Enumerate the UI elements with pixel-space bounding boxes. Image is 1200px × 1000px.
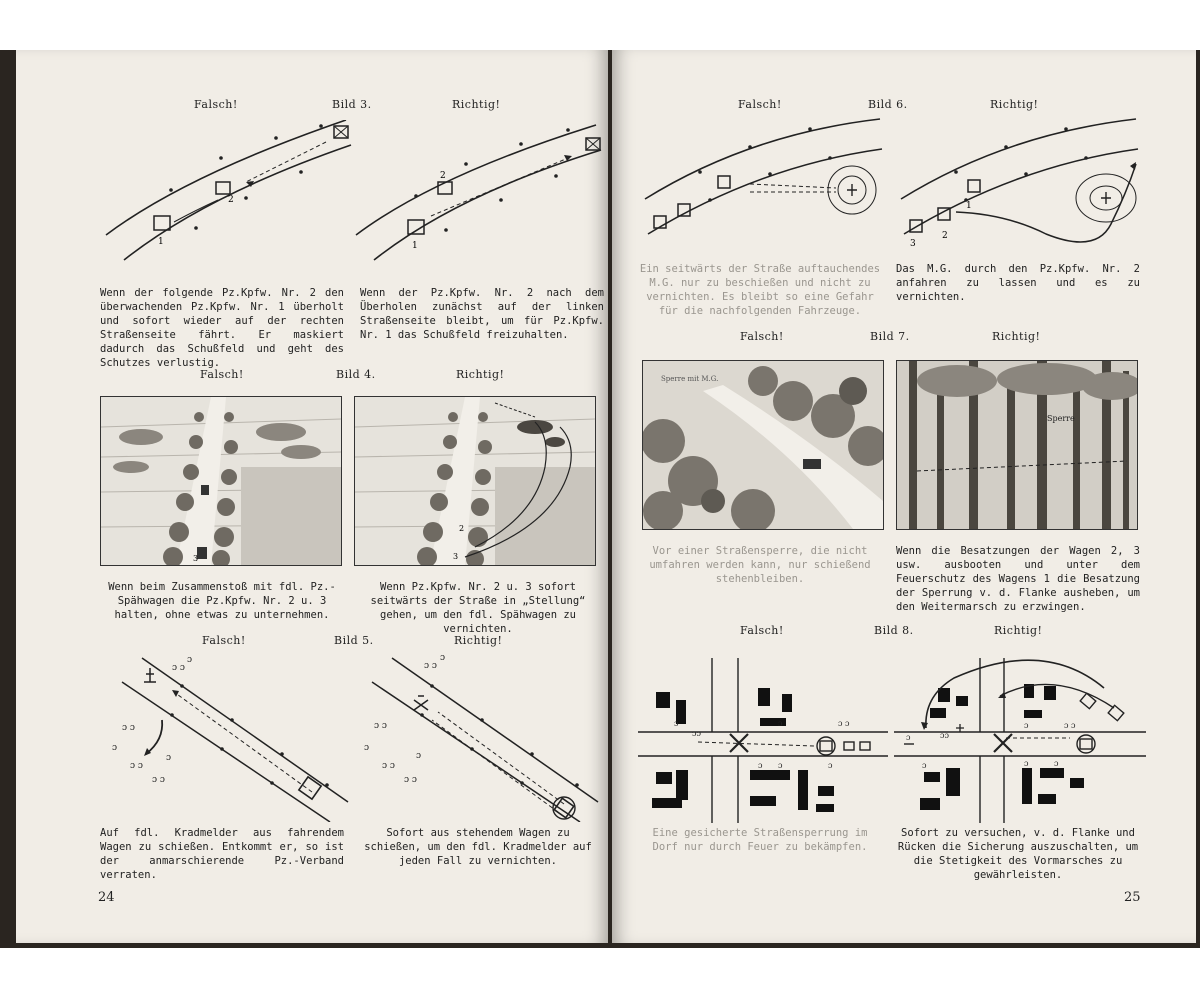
bild5-caption-richtig: Sofort aus stehendem Wagen zu schießen, um den fdl. Kradmelder auf jeden Fall zu vernichten. bbox=[364, 827, 592, 867]
svg-text:ɔ ɔ: ɔ ɔ bbox=[122, 723, 135, 733]
roadblock-x-icon bbox=[994, 734, 1012, 752]
svg-text:ɔ: ɔ bbox=[112, 743, 118, 753]
svg-text:ɔ: ɔ bbox=[778, 719, 783, 728]
bild6-richtig-diagram bbox=[896, 114, 1146, 254]
svg-text:ɔ: ɔ bbox=[906, 733, 911, 742]
svg-text:ɔ: ɔ bbox=[166, 753, 172, 763]
num-3: 3 bbox=[910, 239, 916, 249]
page-24 bbox=[16, 50, 608, 943]
roadblock-x-icon bbox=[730, 734, 748, 752]
bild6-falsch-diagram bbox=[640, 114, 890, 254]
bild3-caption-falsch: Wenn der folgende Pz.Kpfw. Nr. 2 den überwachenden Pz.Kpfw. Nr. 1 überholt und sofort wieder auf der rechten Straßenseite fährt. Er maskiert dadurch das Schußfeld und geht des Schutzes verlustig. bbox=[100, 287, 344, 369]
tank-1-icon bbox=[154, 216, 170, 230]
svg-text:ɔ ɔ: ɔ ɔ bbox=[152, 775, 165, 785]
bild3-richtig-label: Richtig! bbox=[452, 98, 501, 111]
bild8-title: Bild 8. bbox=[874, 624, 914, 637]
svg-text:ɔ ɔ: ɔ ɔ bbox=[1064, 721, 1076, 730]
destroyed-messenger-icon bbox=[414, 696, 428, 710]
svg-text:ɔ: ɔ bbox=[1054, 759, 1059, 768]
tank-icon bbox=[844, 742, 854, 750]
sperre-label: Sperre bbox=[1047, 414, 1075, 423]
bild3-caption-richtig: Wenn der Pz.Kpfw. Nr. 2 nach dem Überholen zunächst auf der linken Straßenseite bleibt, um für Pz.Kpfw. Nr. 1 das Schußfeld freizuhalten. bbox=[360, 287, 604, 341]
bild3-falsch-label: Falsch! bbox=[194, 98, 238, 111]
bild6-falsch-label: Falsch! bbox=[738, 98, 782, 111]
svg-text:ɔ ɔ: ɔ ɔ bbox=[404, 775, 417, 785]
bild3-falsch-diagram bbox=[96, 120, 356, 270]
tank-icon bbox=[1108, 705, 1124, 720]
svg-text:ɔ: ɔ bbox=[187, 655, 193, 665]
svg-text:ɔ ɔ: ɔ ɔ bbox=[130, 761, 143, 771]
bild6-caption-richtig: Das M.G. durch den Pz.Kpfw. Nr. 2 anfahren zu lassen und es zu vernichten. bbox=[896, 263, 1140, 303]
num-2: 2 bbox=[228, 195, 234, 205]
bild7-richtig-label: Richtig! bbox=[992, 330, 1041, 343]
num-1: 1 bbox=[158, 237, 164, 247]
tank-icon bbox=[803, 459, 821, 469]
svg-text:ɔ ɔ: ɔ ɔ bbox=[424, 661, 437, 671]
tank-2-icon bbox=[438, 182, 452, 194]
bild4-caption-richtig: Wenn Pz.Kpfw. Nr. 2 u. 3 sofort seitwärts der Straße in „Stellung“ gehen, um den fdl. Spähwagen zu vernichten. bbox=[370, 581, 586, 635]
svg-text:ɔ: ɔ bbox=[416, 751, 422, 761]
bild4-title: Bild 4. bbox=[336, 368, 376, 381]
svg-text:ɔ: ɔ bbox=[1024, 721, 1029, 730]
bild7-richtig-sketch bbox=[896, 360, 1138, 530]
bild8-richtig-diagram bbox=[894, 648, 1146, 826]
bild7-falsch-sketch bbox=[642, 360, 884, 530]
bild7-title: Bild 7. bbox=[870, 330, 910, 343]
svg-text:ɔ: ɔ bbox=[922, 761, 927, 770]
bild6-richtig-label: Richtig! bbox=[990, 98, 1039, 111]
num-1: 1 bbox=[966, 201, 972, 211]
svg-text:ɔ ɔ: ɔ ɔ bbox=[382, 761, 395, 771]
bild8-caption-falsch: Eine gesicherte Straßensperrung im Dorf nur durch Feuer zu bekämpfen. bbox=[652, 827, 868, 853]
machine-gun-icon bbox=[847, 184, 857, 196]
svg-text:ɔ: ɔ bbox=[828, 761, 833, 770]
bild4-falsch-sketch bbox=[100, 396, 342, 566]
num-2: 2 bbox=[459, 524, 465, 533]
page-number-24: 24 bbox=[98, 890, 115, 905]
bild4-richtig-label: Richtig! bbox=[456, 368, 505, 381]
svg-text:ɔ ɔ: ɔ ɔ bbox=[172, 663, 185, 673]
motorcycle-messenger-icon bbox=[144, 668, 156, 682]
bild8-falsch-label: Falsch! bbox=[740, 624, 784, 637]
bild7-caption-falsch: Vor einer Straßensperre, die nicht umfahren werden kann, nur schießend stehenbleiben. bbox=[649, 545, 871, 585]
bild8-caption-richtig: Sofort zu versuchen, v. d. Flanke und Rücken die Sicherung auszuschalten, um die Stetigkeit des Vormarsches zu gewährleisten. bbox=[897, 827, 1139, 881]
bild4-caption-falsch: Wenn beim Zusammenstoß mit fdl. Pz.-Spähwagen die Pz.Kpfw. Nr. 2 u. 3 halten, ohne etwas zu unternehmen. bbox=[108, 581, 336, 621]
bild5-title: Bild 5. bbox=[334, 634, 374, 647]
bild7-caption-richtig: Wenn die Besatzungen der Wagen 2, 3 usw. ausbooten und unter dem Feuerschutz des Wagens 1 die Besatzung der Sperrung v. d. Flanke ausheben, um den Weitermarsch zu erzwingen. bbox=[896, 545, 1140, 613]
bild8-falsch-diagram bbox=[638, 648, 888, 826]
svg-text:ɔ: ɔ bbox=[364, 743, 370, 753]
tank-icon bbox=[718, 176, 730, 188]
bild7-falsch-label: Falsch! bbox=[740, 330, 784, 343]
tank-icon bbox=[1080, 739, 1092, 749]
svg-text:ɔ: ɔ bbox=[440, 653, 446, 663]
svg-text:ɔɔ: ɔɔ bbox=[692, 729, 701, 738]
bild5-falsch-label: Falsch! bbox=[202, 634, 246, 647]
page-number-25: 25 bbox=[1124, 890, 1141, 905]
svg-text:ɔ: ɔ bbox=[674, 719, 679, 728]
num-1: 1 bbox=[412, 241, 418, 251]
num-3: 3 bbox=[193, 554, 199, 563]
svg-text:ɔɔ: ɔɔ bbox=[940, 731, 949, 740]
num-2: 2 bbox=[942, 231, 948, 241]
bild6-caption-falsch: Ein seitwärts der Straße auftauchendes M.G. nur zu beschießen und nicht zu vernichten. Es bleibt so eine Gefahr für die nachfolgenden Fahrzeuge. bbox=[639, 263, 881, 317]
svg-text:ɔ ɔ: ɔ ɔ bbox=[374, 721, 387, 731]
bild5-richtig-diagram bbox=[352, 652, 602, 822]
tank-icon bbox=[820, 741, 832, 751]
page-25 bbox=[612, 50, 1196, 943]
bild4-richtig-sketch bbox=[354, 396, 596, 566]
bild6-title: Bild 6. bbox=[868, 98, 908, 111]
machine-gun-icon bbox=[1101, 192, 1111, 204]
book-spread bbox=[0, 50, 1200, 948]
svg-text:ɔ ɔ: ɔ ɔ bbox=[838, 719, 850, 728]
bild5-caption-falsch: Auf fdl. Kradmelder aus fahrendem Wagen zu schießen. Entkommt er, so ist der anmarschierende Pz.-Verband verraten. bbox=[100, 827, 344, 881]
bild5-richtig-label: Richtig! bbox=[454, 634, 503, 647]
sperre-mg-label: Sperre mit M.G. bbox=[661, 375, 719, 383]
machine-gun-icon bbox=[956, 724, 964, 732]
svg-text:ɔ: ɔ bbox=[778, 761, 783, 770]
bild5-falsch-diagram bbox=[102, 652, 352, 822]
svg-text:ɔ: ɔ bbox=[1024, 759, 1029, 768]
num-3: 3 bbox=[453, 552, 459, 561]
num-2: 2 bbox=[440, 171, 446, 181]
tank-icon bbox=[554, 798, 573, 817]
bild4-falsch-label: Falsch! bbox=[200, 368, 244, 381]
bild3-richtig-diagram bbox=[346, 120, 606, 270]
svg-text:ɔ: ɔ bbox=[758, 761, 763, 770]
tank-2-icon bbox=[216, 182, 230, 194]
bild3-title: Bild 3. bbox=[332, 98, 372, 111]
bild8-richtig-label: Richtig! bbox=[994, 624, 1043, 637]
tank-icon bbox=[860, 742, 870, 750]
tank-1-icon bbox=[968, 180, 980, 192]
